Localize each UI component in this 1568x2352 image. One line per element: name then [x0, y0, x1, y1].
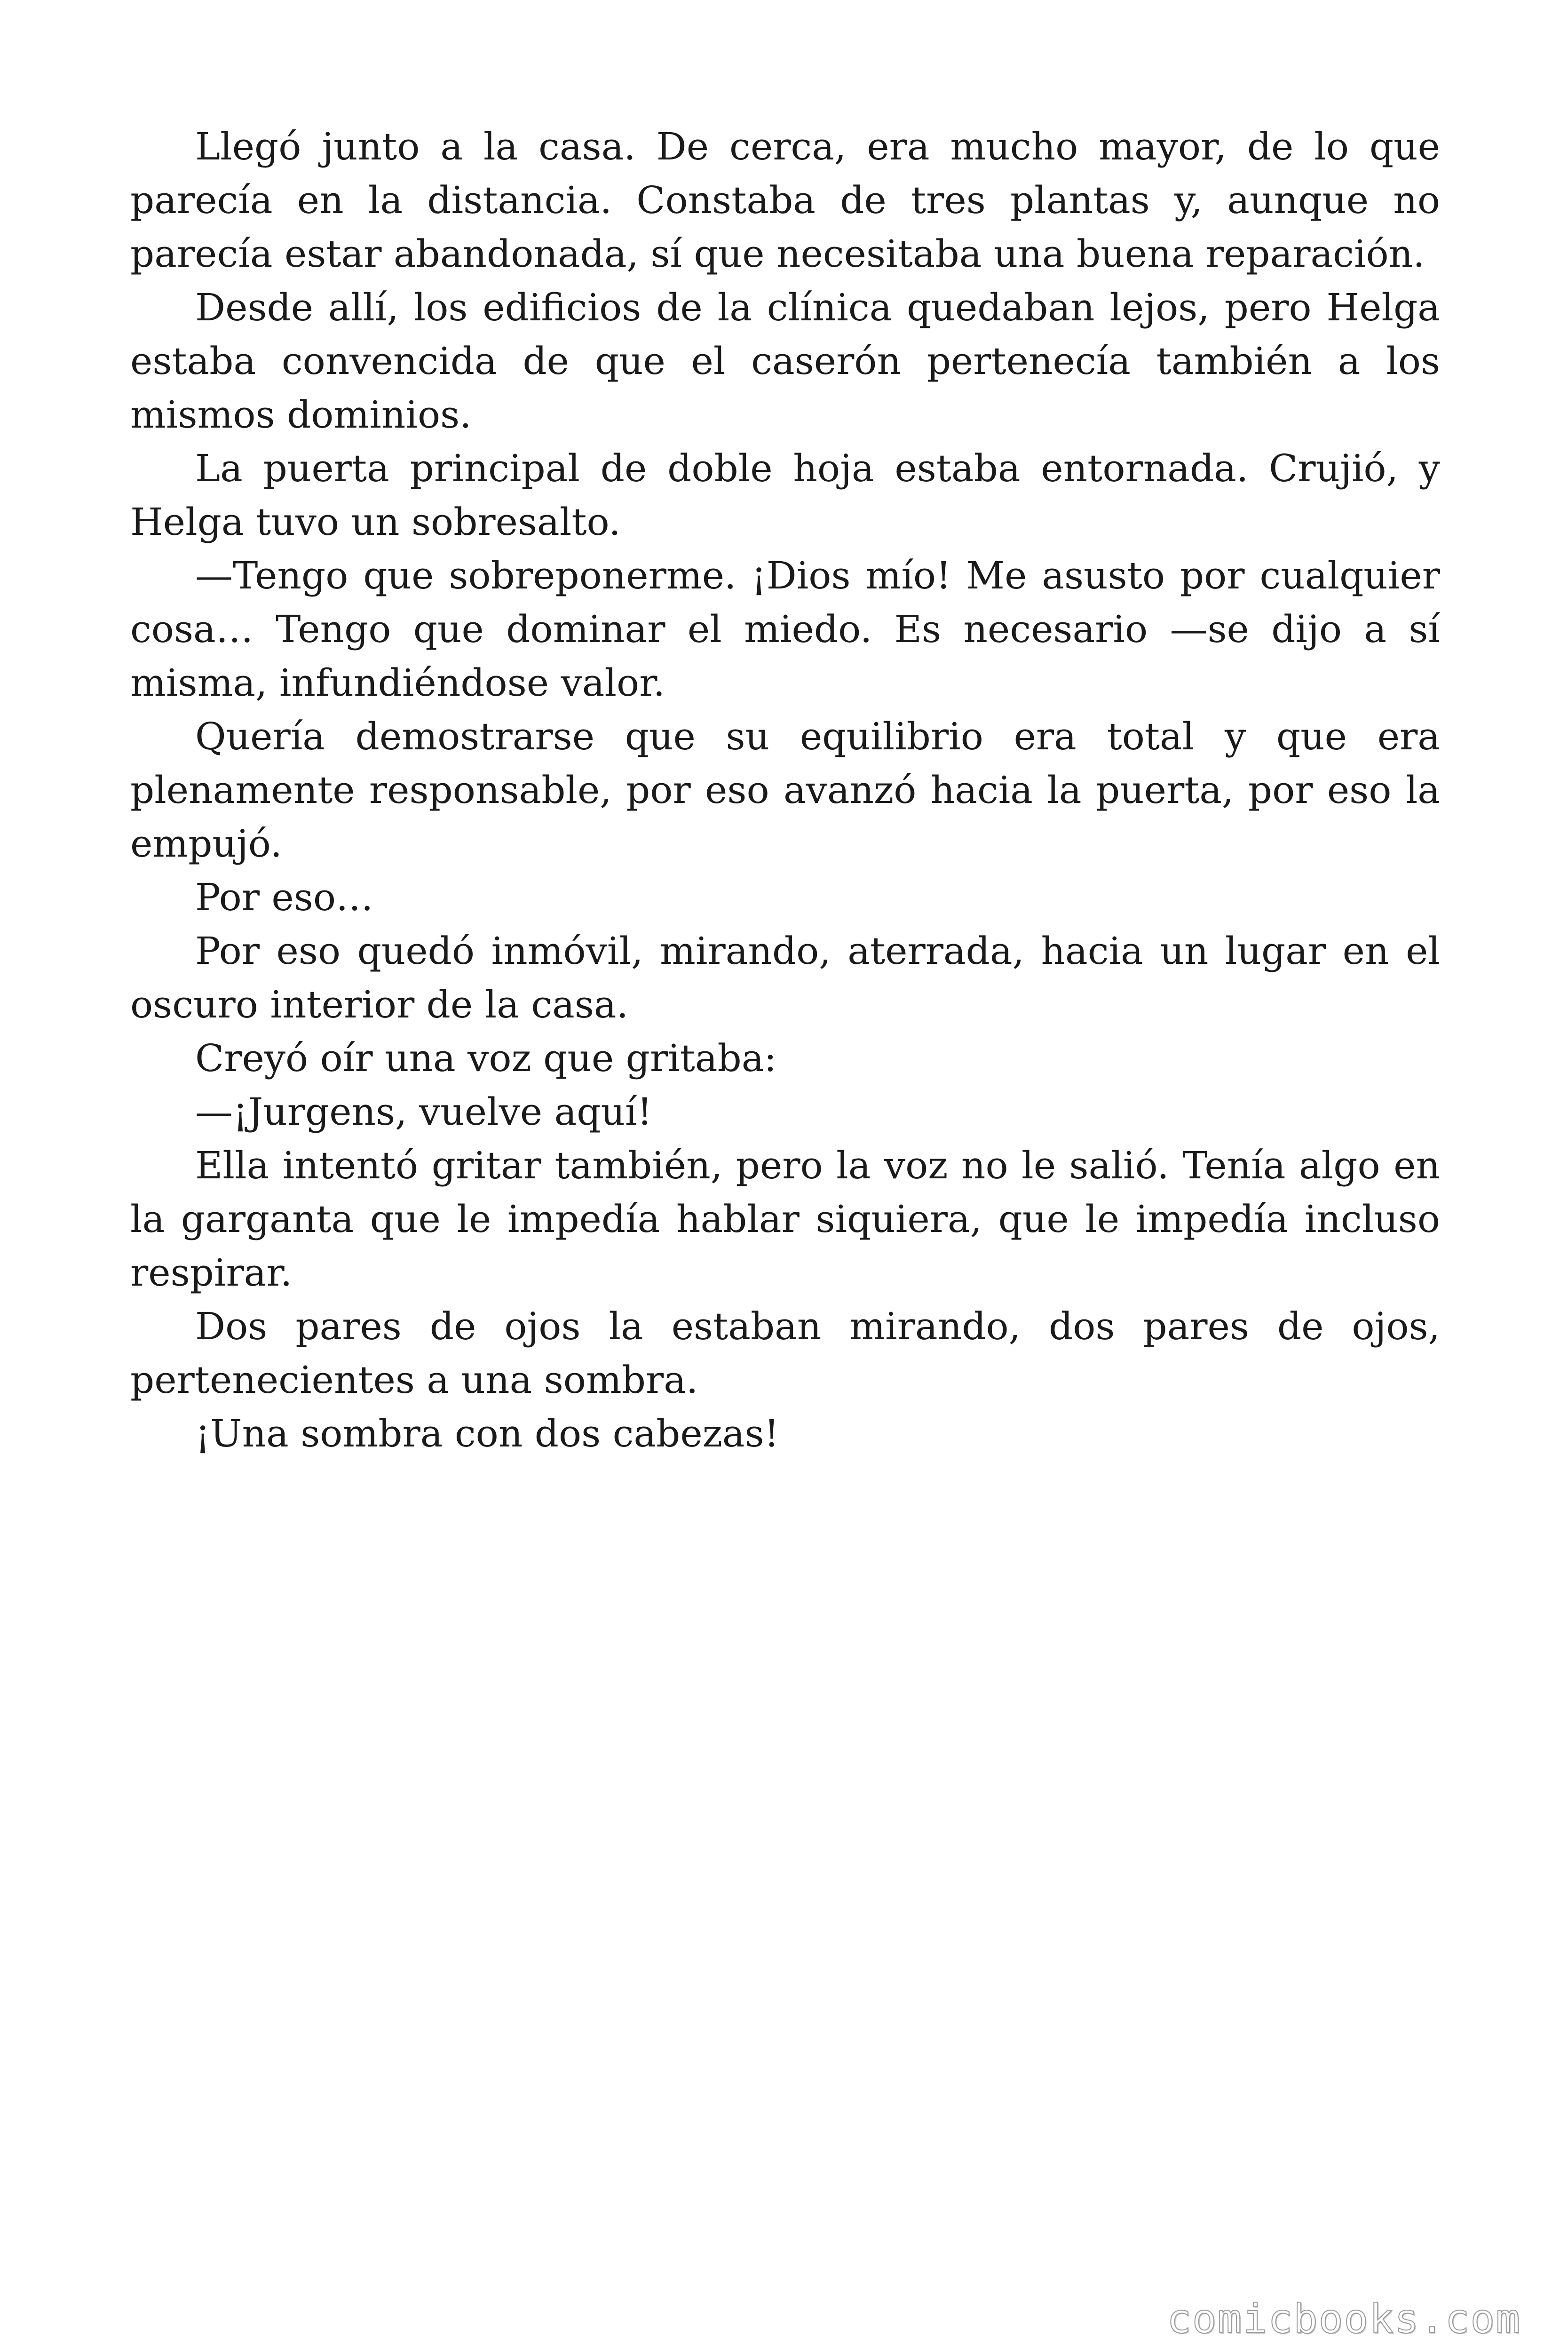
paragraph: Por eso…	[195, 875, 373, 919]
paragraph: Creyó oír una voz que gritaba:	[195, 1036, 777, 1080]
paragraph: La puerta principal de doble hoja estaba entornada. Crujió, y Helga tuvo un sobresalto.	[130, 446, 1440, 544]
paragraph: Por eso quedó inmóvil, mirando, aterrada, hacia un lugar en el oscuro interior de la casa.	[130, 929, 1440, 1026]
paragraph: —¡Jurgens, vuelve aquí!	[195, 1090, 652, 1134]
paragraph: Ella intentó gritar también, pero la voz no le salió. Tenía algo en la garganta que le impedía hablar siquiera, que le impedía incluso respirar.	[130, 1144, 1440, 1295]
paragraph: Llegó junto a la casa. De cerca, era mucho mayor, de lo que parecía en la distancia. Constaba de tres plantas y, aunque no parecía estar abandonada, sí que necesitaba una buena reparación.	[130, 125, 1440, 276]
paragraph: Dos pares de ojos la estaban mirando, dos pares de ojos, pertenecientes a una sombra.	[130, 1304, 1440, 1402]
paragraph: —Tengo que sobreponerme. ¡Dios mío! Me asusto por cualquier cosa… Tengo que dominar el miedo. Es necesario —se dijo a sí misma, infundiéndose valor.	[130, 554, 1440, 705]
watermark: comicbooks.com	[1167, 2296, 1521, 2343]
paragraph: Desde allí, los edificios de la clínica quedaban lejos, pero Helga estaba convencida de que el caserón pertenecía también a los mismos dominios.	[130, 286, 1440, 437]
paragraph: Quería demostrarse que su equilibrio era total y que era plenamente responsable, por eso avanzó hacia la puerta, por eso la empujó.	[130, 715, 1440, 866]
body-text	[130, 120, 1440, 1461]
paragraph: ¡Una sombra con dos cabezas!	[195, 1412, 779, 1455]
